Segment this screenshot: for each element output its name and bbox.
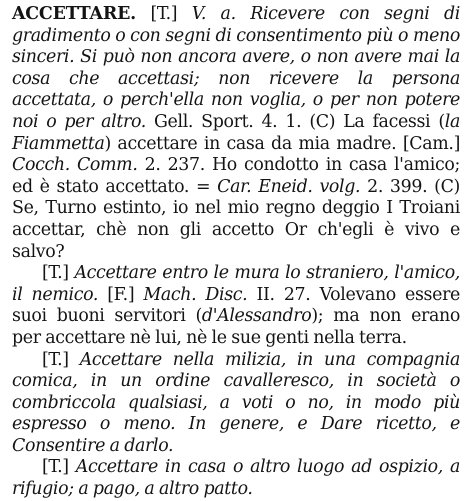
- italic-text-run: d'Alessandro: [201, 306, 312, 327]
- entry-definition-paragraph: [12, 4, 460, 263]
- italic-text-run: Mach. Disc.: [143, 284, 248, 305]
- text-run: [T.]: [42, 457, 76, 478]
- text-run: [F.]: [98, 284, 144, 305]
- text-run: Gell. Sport. 4. 1. (C): [145, 111, 336, 132]
- italic-text-run: Accettare entro le mura lo straniero, l'amico, il nemico.: [12, 263, 460, 305]
- text-run: [T.]: [42, 349, 80, 370]
- text-run: 2. 399. (C) Se, Turno estinto, io nel mio regno deggio I Troiani accettar, chè non gli accetto Or ch'egli è vivo e salvo?: [12, 176, 460, 262]
- text-run: ); ma non erano per accettare nè lui, nè le sue genti nella terra.: [12, 306, 460, 348]
- italic-text-run: Accettare in casa o altro luogo ad ospizio, a rifugio; a pago, a altro patto.: [12, 457, 460, 500]
- text-run: [T.]: [42, 263, 75, 284]
- italic-text-run: la Fiammetta: [12, 111, 460, 154]
- entry-usage-paragraph-militia: [12, 350, 460, 458]
- text-run: ) accettare in casa da mia madre. [Cam.]: [104, 133, 460, 154]
- text-run: [T.]: [136, 4, 192, 24]
- italic-text-run: Car. Eneid. volg.: [217, 176, 361, 197]
- entry-usage-paragraph-walls: [12, 263, 460, 349]
- entry-usage-paragraph-shelter: [12, 457, 460, 500]
- text-run: La facessi (: [335, 111, 445, 132]
- headword: ACCETTARE.: [12, 4, 136, 24]
- italic-text-run: Accettare nella milizia, in una compagnia comica, in un ordine cavalleresco, in società o combriccola qualsiasi, a voti o no, in modo più espresso o meno. In genere, e Dare ricetto, e Consentire a darlo.: [12, 349, 460, 456]
- text-run: II. 27. Volevano essere suoi buoni servitori (: [12, 284, 460, 327]
- italic-text-run: V. a. Ricevere con segni di gradimento o con segni di consentimento più o meno sinceri. Si può non ancora avere, o non avere mai la cosa che accettasi; non ricevere la persona accettata, o perch'ella non voglia, o per non potere noi o per altro.: [12, 4, 460, 132]
- italic-text-run: Cocch. Comm.: [12, 155, 138, 176]
- text-run: 2. 237. Ho condotto in casa l'amico; ed è stato accettato. =: [12, 155, 461, 197]
